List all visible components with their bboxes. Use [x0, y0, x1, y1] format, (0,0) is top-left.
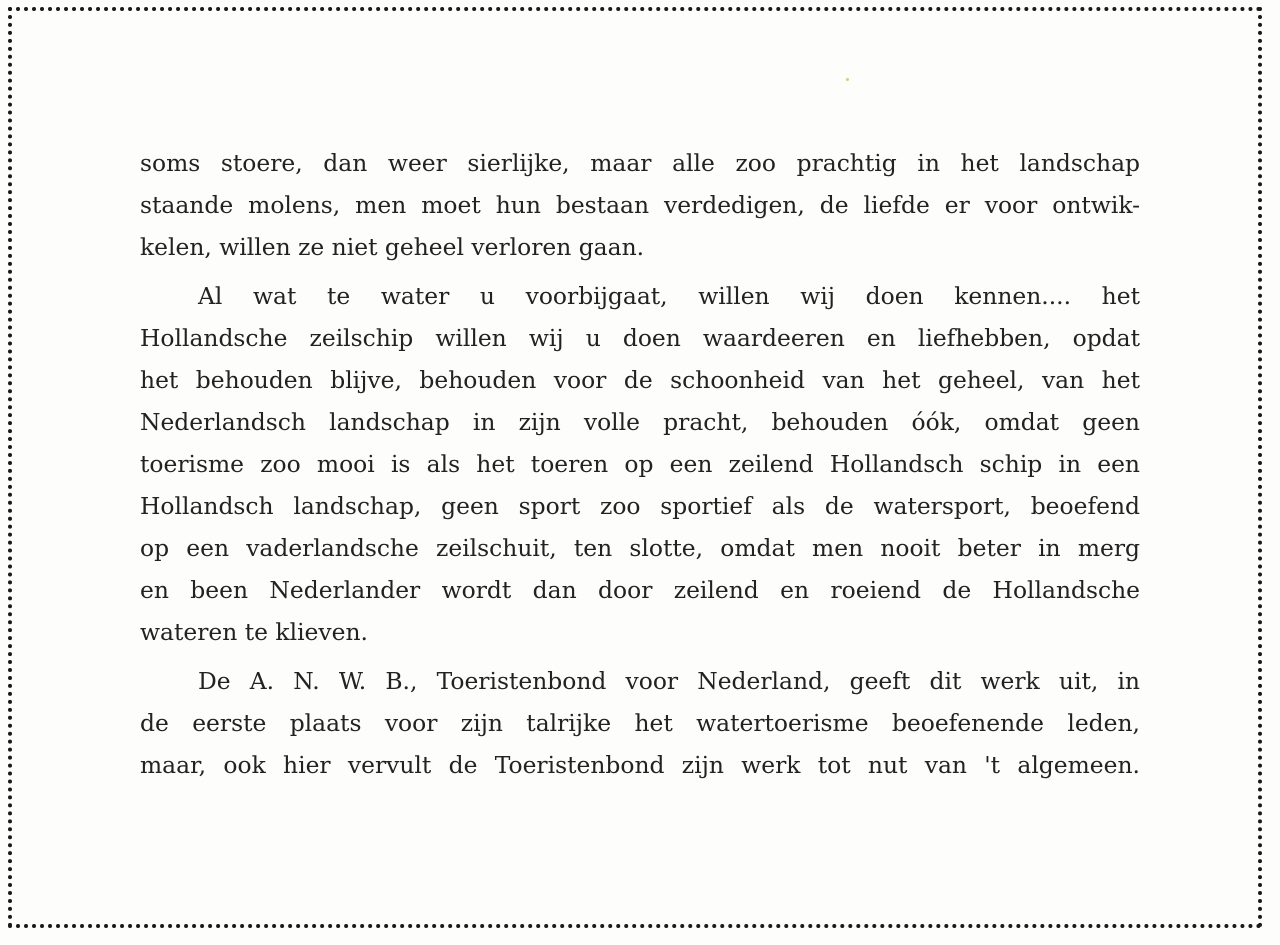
- text-line: de eerste plaats voor zijn talrijke het watertoerisme beoefenende leden,: [140, 709, 1140, 737]
- text-line: en been Nederlander wordt dan door zeilend en roeiend de Hollandsche: [140, 576, 1140, 604]
- paper-speck: [846, 78, 849, 81]
- paragraph-2: [140, 275, 1140, 653]
- paragraph-1: [140, 142, 1140, 268]
- text-line: maar, ook hier vervult de Toeristenbond zijn werk tot nut van 't algemeen.: [140, 751, 1140, 779]
- text-line: wateren te klieven.: [140, 618, 368, 646]
- text-line: Nederlandsch landschap in zijn volle pracht, behouden óók, omdat geen: [140, 408, 1140, 436]
- text-line: De A. N. W. B., Toeristenbond voor Nederland, geeft dit werk uit, in: [198, 667, 1140, 695]
- text-line: toerisme zoo mooi is als het toeren op een zeilend Hollandsch schip in een: [140, 450, 1140, 478]
- text-line: Al wat te water u voorbijgaat, willen wij doen kennen.... het: [198, 282, 1140, 310]
- text-line: op een vaderlandsche zeilschuit, ten slotte, omdat men nooit beter in merg: [140, 534, 1140, 562]
- text-line: kelen, willen ze niet geheel verloren gaan.: [140, 233, 645, 261]
- text-line: het behouden blijve, behouden voor de schoonheid van het geheel, van het: [140, 366, 1140, 394]
- body-text: [140, 142, 1140, 786]
- text-line: staande molens, men moet hun bestaan verdedigen, de liefde er voor ontwik-: [140, 191, 1140, 219]
- text-line: soms stoere, dan weer sierlijke, maar alle zoo prachtig in het landschap: [140, 149, 1140, 177]
- text-line: Hollandsche zeilschip willen wij u doen waardeeren en liefhebben, opdat: [140, 324, 1140, 352]
- text-line: Hollandsch landschap, geen sport zoo sportief als de watersport, beoefend: [140, 492, 1140, 520]
- paragraph-3: [140, 660, 1140, 786]
